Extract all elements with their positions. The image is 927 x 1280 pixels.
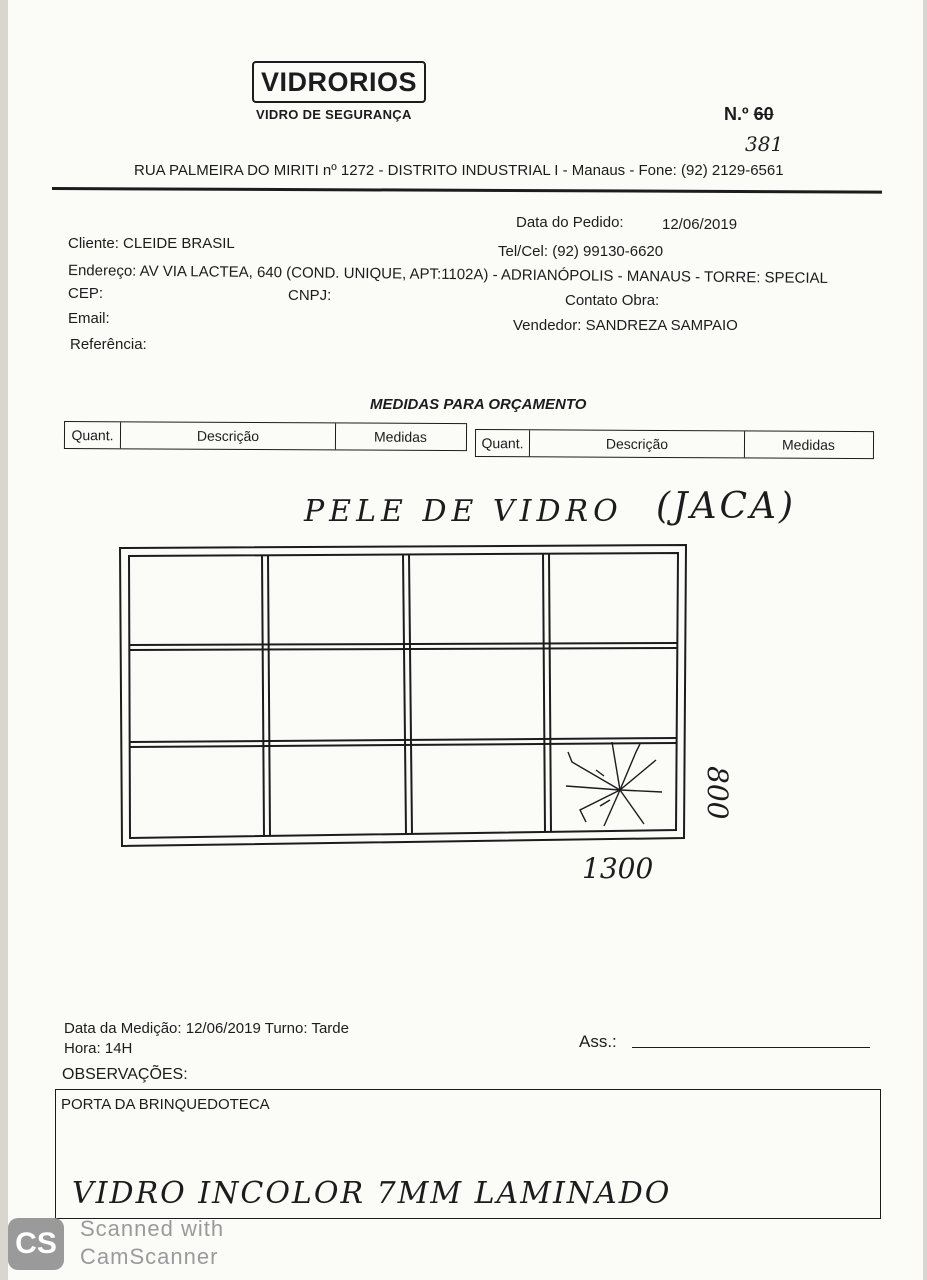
tel-value: (92) 99130-6620 bbox=[552, 243, 664, 260]
cnpj-label: CNPJ: bbox=[288, 287, 332, 304]
measurement-date-field bbox=[64, 1020, 349, 1037]
logo-subtitle: VIDRO DE SEGURANÇA bbox=[256, 107, 412, 122]
col-descricao-2: Descrição bbox=[530, 430, 745, 457]
order-date-value: 12/06/2019 bbox=[662, 216, 738, 233]
shift-label: Turno: bbox=[264, 1020, 308, 1037]
contact-label: Contato Obra: bbox=[565, 292, 660, 309]
measurement-date-value: 12/06/2019 bbox=[185, 1020, 261, 1037]
shift-value: Tarde bbox=[311, 1020, 349, 1037]
client-value: CLEIDE BRASIL bbox=[123, 235, 235, 252]
measurement-date-label: Data da Medição: bbox=[64, 1020, 182, 1037]
reference-label: Referência: bbox=[70, 336, 147, 353]
section-title: MEDIDAS PARA ORÇAMENTO bbox=[370, 396, 587, 413]
camscanner-logo: CS bbox=[8, 1218, 64, 1270]
width-dimension: 1300 bbox=[582, 852, 654, 885]
cracked-glass-icon bbox=[566, 742, 662, 826]
time-value: 14H bbox=[104, 1040, 133, 1057]
signature-line bbox=[632, 1047, 870, 1048]
address-value: AV VIA LACTEA, 640 (COND. UNIQUE, APT:1102A) - ADRIANÓPOLIS - MANAUS - TORRE: SPECIAL bbox=[139, 262, 829, 287]
signature-label: Ass.: bbox=[579, 1032, 617, 1051]
watermark-line2: CamScanner bbox=[80, 1244, 219, 1269]
watermark-line1: Scanned with bbox=[80, 1216, 225, 1241]
col-medidas-2: Medidas bbox=[781, 436, 835, 453]
company-address: RUA PALMEIRA DO MIRITI nº 1272 - DISTRITO INDUSTRIAL I - Manaus - Fone: (92) 2129-6561 bbox=[134, 162, 784, 179]
col-quant-2: Quant. bbox=[476, 430, 530, 456]
col-medidas: Medidas bbox=[373, 428, 427, 445]
form-number-printed: 60 bbox=[753, 104, 774, 124]
time-label: Hora: bbox=[64, 1040, 101, 1057]
company-logo: VIDRORIOS bbox=[252, 61, 426, 103]
form-number-label: N.º bbox=[724, 104, 749, 124]
form-number-handwritten: 381 bbox=[745, 132, 784, 156]
client-label: Cliente: bbox=[68, 235, 119, 252]
sketch-title: PELE DE VIDRO bbox=[304, 494, 623, 529]
height-dimension: 800 bbox=[701, 766, 734, 820]
col-descricao: Descrição bbox=[121, 422, 336, 449]
address-label: Endereço: bbox=[67, 262, 137, 280]
order-date-label: Data do Pedido: bbox=[516, 214, 624, 231]
observations-printed: PORTA DA BRINQUEDOTECA bbox=[61, 1096, 270, 1113]
observations-label: OBSERVAÇÕES: bbox=[62, 1066, 188, 1083]
seller-value: SANDREZA SAMPAIO bbox=[585, 317, 738, 334]
observations-handwritten: VIDRO INCOLOR 7MM LAMINADO bbox=[72, 1176, 672, 1211]
cep-label: CEP: bbox=[68, 285, 104, 302]
col-quant: Quant. bbox=[65, 422, 121, 448]
time-field bbox=[64, 1040, 132, 1057]
tel-label: Tel/Cel: bbox=[498, 243, 549, 260]
seller-label: Vendedor: bbox=[513, 317, 582, 334]
email-label: Email: bbox=[68, 310, 110, 327]
sketch-note: (JACA) bbox=[656, 486, 797, 527]
